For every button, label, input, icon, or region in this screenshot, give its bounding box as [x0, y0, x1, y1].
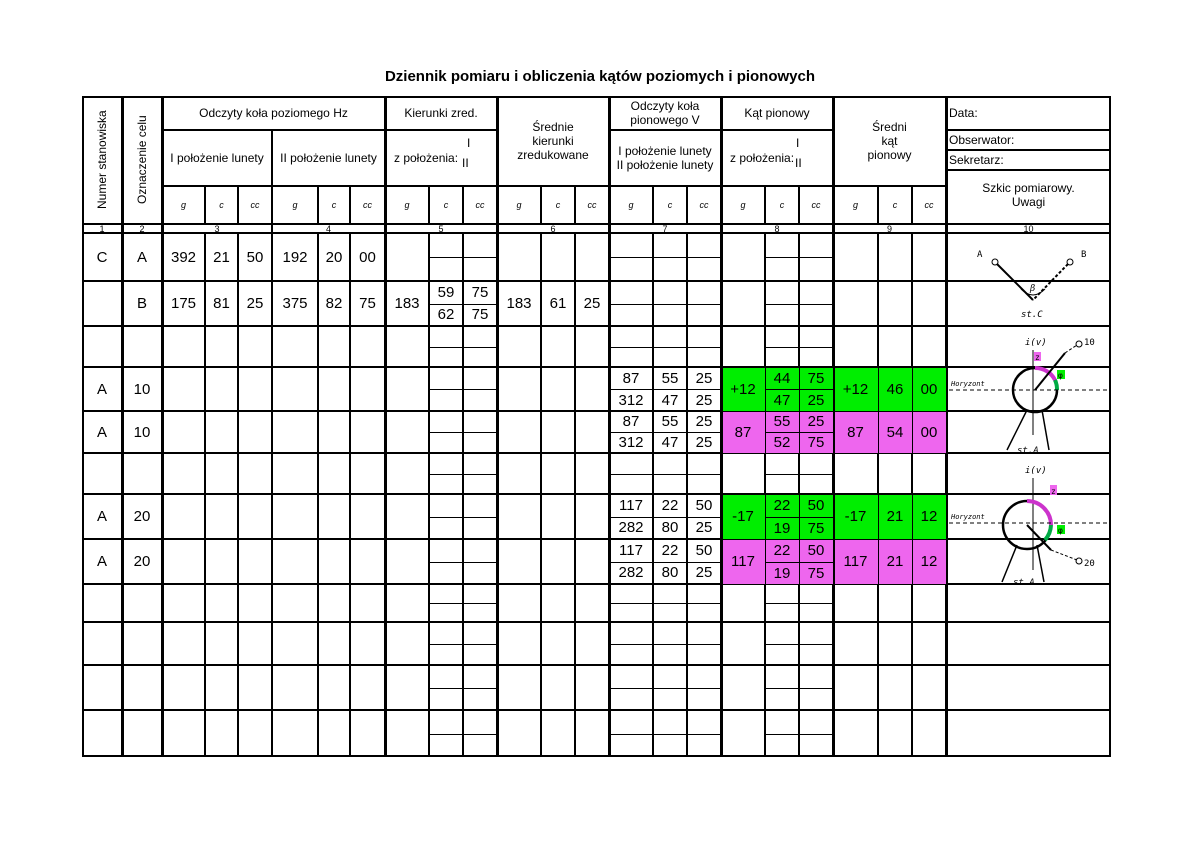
header-kat-z: z położenia: [721, 130, 833, 186]
unit-cell: c [318, 186, 350, 224]
v-value: 47 [661, 434, 679, 451]
v-value: 117 [619, 496, 643, 514]
header-numer-stanowiska: Numer stanowiska [82, 96, 122, 224]
kat-g-value: 117 [731, 553, 755, 570]
sredni-value: 117 [843, 553, 868, 570]
v-value: 22 [661, 541, 679, 559]
sketch-t10: 10 [1084, 338, 1095, 348]
unit-cell: g [609, 186, 653, 224]
v-value: 25 [695, 434, 713, 451]
column-number: 6 [497, 224, 609, 233]
unit-cell: g [833, 186, 878, 224]
sketch-iv-1: i(v) [1025, 338, 1047, 348]
sredni-value: +12 [842, 380, 869, 398]
kier-g-value: 183 [394, 295, 420, 312]
column-number: 9 [833, 224, 946, 233]
sketch-beta: β [1030, 284, 1036, 294]
sredni-value: 87 [847, 423, 864, 441]
kat-g-value: -17 [732, 508, 754, 525]
header-kat: Kąt pionowy [721, 96, 833, 130]
unit-cell: cc [575, 186, 609, 224]
kat-c-value: 22 [773, 496, 791, 514]
kier-cc-value: 75 [471, 283, 489, 301]
hz2-value: 00 [359, 248, 376, 266]
unit-cell: c [653, 186, 687, 224]
unit-cell: cc [799, 186, 833, 224]
kat-c-value: 19 [773, 519, 791, 537]
kat-i-label: I [796, 136, 800, 150]
v-value: 25 [695, 413, 713, 430]
v-value: 50 [695, 541, 713, 559]
station-value: A [96, 508, 107, 525]
header-kier-z: z położenia: [385, 130, 497, 186]
kier-c-value: 62 [437, 306, 455, 324]
v-value: 80 [661, 519, 679, 537]
sketch-label-a: A [977, 250, 983, 260]
column-number: 8 [721, 224, 833, 233]
sketch-phi-2: φ [1058, 526, 1063, 535]
hz1-value: 25 [246, 295, 264, 312]
v-value: 80 [661, 564, 679, 582]
sredni-value: -17 [844, 508, 867, 525]
kat-cc-value: 25 [807, 413, 825, 430]
target-value: B [136, 295, 147, 312]
target-value: A [136, 248, 147, 266]
sketch-z-2: z [1051, 487, 1056, 496]
unit-cell: cc [463, 186, 497, 224]
station-value: A [96, 423, 107, 441]
sredni-value: 12 [920, 508, 938, 525]
unit-cell: g [385, 186, 429, 224]
unit-cell: c [429, 186, 463, 224]
v-value: 87 [622, 369, 640, 387]
v-value: 282 [618, 564, 644, 582]
header-srednie: Średnie kierunki zredukowane [497, 96, 609, 186]
kat-c-value: 19 [773, 564, 791, 582]
sketch-stc: st.C [1021, 310, 1043, 320]
measurement-sketch [947, 235, 1112, 595]
page-title: Dziennik pomiaru i obliczenia kątów poziomych i pionowych [384, 68, 816, 85]
kat-cc-value: 50 [807, 541, 825, 559]
kat-c-value: 55 [773, 413, 791, 430]
v-value: 47 [661, 391, 679, 409]
sketch-z-1: z [1035, 353, 1040, 362]
sketch-label-b: B [1081, 250, 1087, 260]
hz1-value: 50 [246, 248, 264, 266]
station-value: C [96, 248, 108, 266]
header-v-pos: I położenie lunety II położenie lunety [609, 130, 721, 186]
header-sek: Sekretarz: [946, 150, 1111, 170]
unit-cell: g [162, 186, 205, 224]
unit-cell: c [541, 186, 575, 224]
column-number: 7 [609, 224, 721, 233]
hz1-value: 175 [170, 295, 197, 312]
kat-g-value: +12 [730, 380, 756, 398]
sr-value: 25 [583, 295, 601, 312]
v-value: 25 [695, 519, 713, 537]
unit-cell: c [765, 186, 799, 224]
header-v: Odczyty koła pionowego V [609, 96, 721, 130]
unit-cell: cc [912, 186, 946, 224]
unit-cell: g [721, 186, 765, 224]
station-value: A [96, 553, 107, 570]
kier-cc-value: 75 [471, 306, 489, 324]
sr-value: 183 [506, 295, 532, 312]
v-value: 22 [661, 496, 679, 514]
kat-cc-value: 25 [807, 391, 825, 409]
sredni-value: 21 [886, 553, 904, 570]
hz2-value: 192 [282, 248, 308, 266]
column-number: 4 [272, 224, 385, 233]
header-kierunki: Kierunki zred. [385, 96, 497, 130]
hz2-value: 375 [282, 295, 308, 312]
unit-cell: cc [687, 186, 721, 224]
kat-c-value: 52 [773, 434, 791, 451]
hz2-value: 20 [325, 248, 343, 266]
sredni-value: 21 [886, 508, 904, 525]
kier-ii-label: II [462, 156, 469, 170]
kat-ii-label: II [795, 156, 802, 170]
sr-value: 61 [549, 295, 567, 312]
column-number: 1 [82, 224, 122, 233]
sredni-value: 46 [886, 380, 904, 398]
v-value: 25 [695, 564, 713, 582]
header-oznaczenie-celu: Oznaczenie celu [122, 96, 162, 224]
unit-cell: c [205, 186, 238, 224]
kier-c-value: 59 [437, 283, 455, 301]
column-number: 10 [946, 224, 1111, 233]
header-sredni: Średni kąt pionowy [833, 96, 946, 186]
sketch-sta-1: st.A [1017, 446, 1039, 456]
column-number: 5 [385, 224, 497, 233]
header-obs: Obserwator: [946, 130, 1111, 150]
hz2-value: 82 [325, 295, 343, 312]
v-value: 282 [618, 519, 644, 537]
unit-cell: c [878, 186, 912, 224]
v-value: 55 [661, 369, 679, 387]
sketch-t20: 20 [1084, 559, 1095, 569]
unit-cell: g [272, 186, 318, 224]
v-value: 312 [618, 434, 644, 451]
column-number: 2 [122, 224, 162, 233]
kat-g-value: 87 [734, 423, 752, 441]
sketch-horyzont-1: Horyzont [951, 380, 985, 388]
target-value: 10 [133, 380, 151, 398]
kier-i-label: I [467, 136, 471, 150]
kat-c-value: 44 [773, 369, 791, 387]
kat-c-value: 22 [773, 541, 791, 559]
unit-cell: cc [350, 186, 385, 224]
target-value: 20 [133, 508, 151, 525]
header-hz-i: I położenie lunety [162, 130, 272, 186]
sketch-sta-2: st.A [1013, 578, 1035, 588]
sketch-horyzont-2: Horyzont [951, 513, 985, 521]
sredni-value: 12 [920, 553, 938, 570]
sketch-phi-1: φ [1058, 371, 1063, 380]
target-value: 10 [133, 423, 151, 441]
kat-cc-value: 75 [807, 369, 825, 387]
kat-cc-value: 75 [807, 519, 825, 537]
header-hz-ii: II położenie lunety [272, 130, 385, 186]
sredni-value: 00 [920, 380, 938, 398]
hz2-value: 75 [359, 295, 376, 312]
header-data: Data: [946, 96, 1111, 130]
unit-cell: g [497, 186, 541, 224]
kat-cc-value: 75 [807, 564, 825, 582]
v-value: 25 [695, 369, 713, 387]
header-hz: Odczyty koła poziomego Hz [162, 96, 385, 130]
unit-cell: cc [238, 186, 272, 224]
hz1-value: 21 [213, 248, 230, 266]
target-value: 20 [133, 553, 151, 570]
kat-cc-value: 75 [807, 434, 825, 451]
sredni-value: 54 [886, 423, 904, 441]
sketch-iv-2: i(v) [1025, 466, 1047, 476]
v-value: 50 [695, 496, 713, 514]
v-value: 87 [622, 413, 640, 430]
v-value: 312 [618, 391, 644, 409]
column-number: 3 [162, 224, 272, 233]
kat-c-value: 47 [773, 391, 791, 409]
v-value: 55 [661, 413, 679, 430]
hz1-value: 392 [170, 248, 197, 266]
sredni-value: 00 [920, 423, 938, 441]
hz1-value: 81 [213, 295, 230, 312]
v-value: 25 [695, 391, 713, 409]
header-szkic: Szkic pomiarowy. Uwagi [946, 170, 1111, 224]
v-value: 117 [619, 541, 643, 559]
station-value: A [96, 380, 107, 398]
kat-cc-value: 50 [807, 496, 825, 514]
